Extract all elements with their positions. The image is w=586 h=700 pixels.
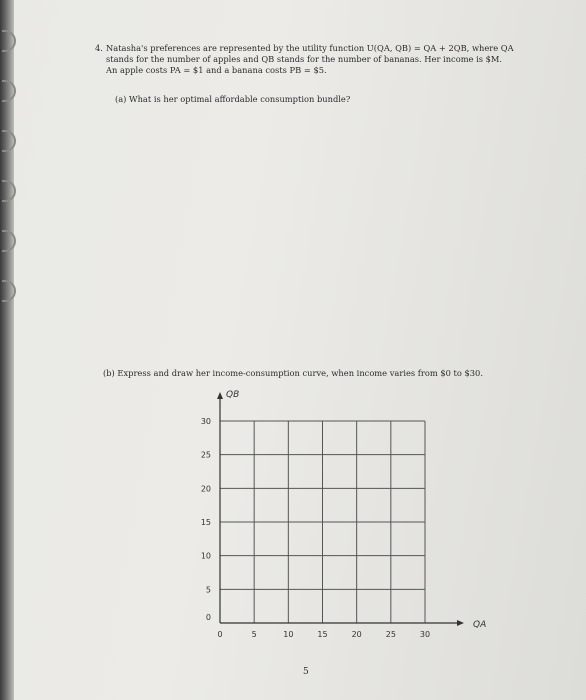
question-part-b: (b) Express and draw her income-consumption curve, when income varies from $0 to $30. [103, 368, 483, 378]
x-tick-label: 25 [385, 630, 396, 639]
binding-ring [2, 280, 16, 302]
y-tick-label: 10 [200, 551, 211, 561]
x-tick-label: 0 [217, 630, 223, 639]
question-part-a: (a) What is her optimal affordable consumption bundle? [115, 94, 351, 104]
y-axis-label: QB [226, 390, 240, 400]
x-tick-label: 10 [283, 630, 294, 639]
y-tick-label: 30 [200, 417, 211, 426]
y-tick-label: 15 [200, 518, 211, 527]
income-consumption-graph [190, 385, 500, 650]
x-tick-label: 20 [351, 630, 362, 639]
x-axis-label: QA [473, 620, 487, 630]
problem-statement [95, 43, 515, 76]
y-tick-label: 25 [200, 450, 211, 460]
page-number: 5 [303, 667, 309, 677]
binding-ring [2, 230, 16, 252]
x-tick-label: 30 [419, 630, 431, 639]
spiral-binding [0, 0, 14, 700]
x-axis-arrow [457, 620, 464, 626]
problem-number: 4. [95, 43, 103, 53]
binding-ring [2, 80, 16, 102]
y-tick-label: 20 [200, 484, 211, 494]
problem-text: Natasha's preferences are represented by the utility function U(QA, QB) = QA + 2QB, where QA stands for the number of apples and QB stands for the number of bananas. Her income is $M. An apple costs PA = $1 and a banana costs PB = $5. [106, 43, 514, 75]
y-tick-label: 0 [205, 613, 211, 622]
y-tick-label: 5 [205, 585, 211, 595]
x-tick-label: 5 [251, 630, 257, 639]
graph-svg [190, 385, 500, 650]
binding-ring [2, 30, 16, 52]
binding-ring [2, 130, 16, 152]
x-tick-label: 15 [317, 630, 328, 639]
y-axis-arrow [217, 392, 223, 399]
binding-ring [2, 180, 16, 202]
